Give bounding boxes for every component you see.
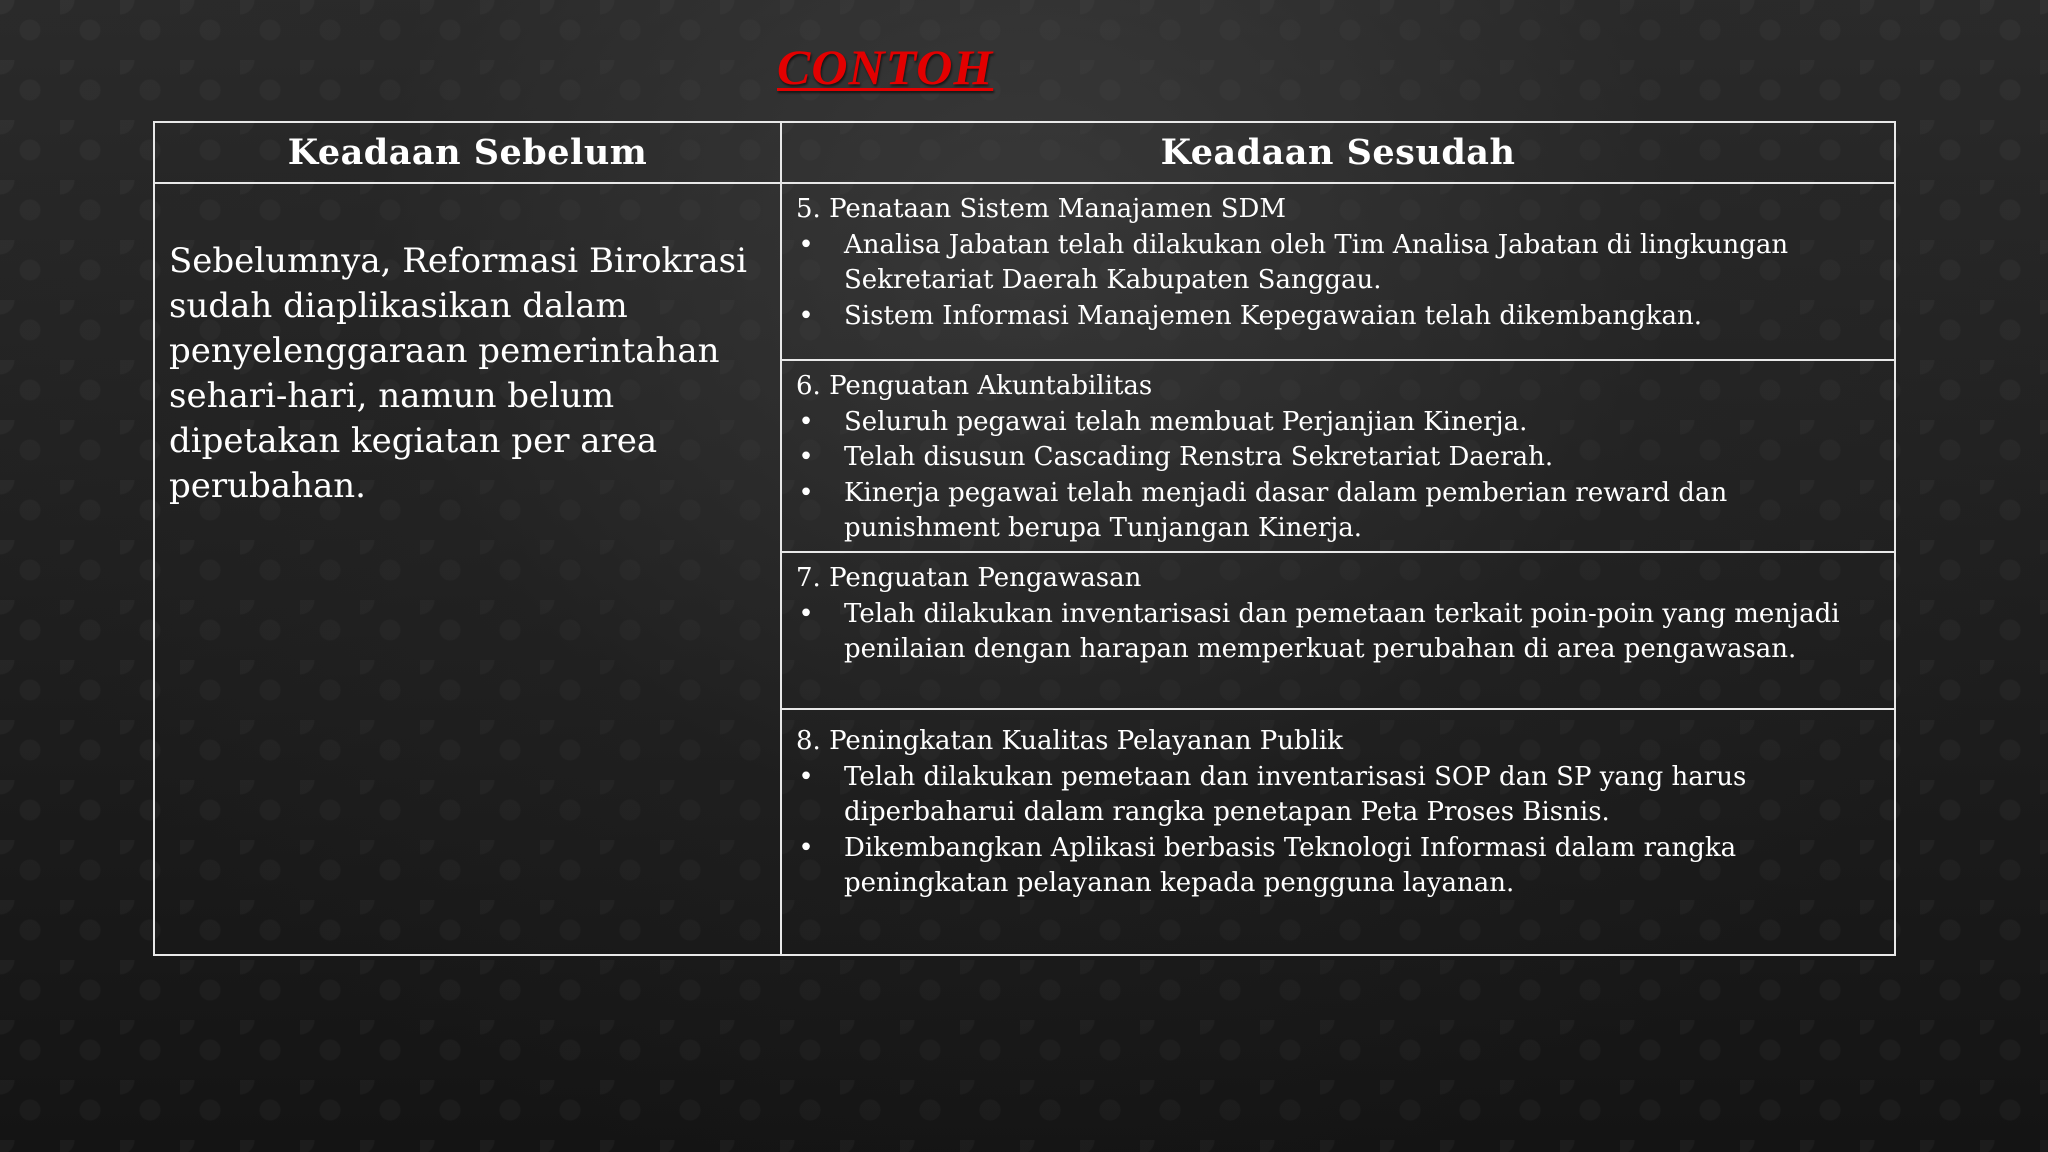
bullet-list [796,597,1880,668]
bullet-icon: • [798,832,814,863]
list-item [796,597,1880,668]
comparison-table [153,121,1896,956]
section-title: 6. Penguatan Akuntabilitas [796,371,1153,401]
list-item [796,760,1880,831]
bullet-text: Seluruh pegawai telah membuat Perjanjian Kinerja. [844,406,1528,437]
table-header-row [154,122,1895,183]
header-before: Keadaan Sebelum [154,122,781,183]
section-akuntabilitas [781,360,1895,552]
bullet-text: Analisa Jabatan telah dilakukan oleh Tim Analisa Jabatan di lingkungan Sekretariat Daerah Kabupaten Sanggau. [844,229,1789,295]
section-sdm [781,183,1895,360]
bullet-text: Sistem Informasi Manajemen Kepegawaian telah dikembangkan. [844,300,1702,331]
section-title: 5. Penataan Sistem Manajamen SDM [796,194,1286,224]
header-after: Keadaan Sesudah [781,122,1895,183]
bullet-list [796,405,1880,547]
bullet-icon: • [798,598,814,629]
list-item [796,405,1880,441]
bullet-text: Telah disusun Cascading Renstra Sekretariat Daerah. [844,442,1554,472]
bullet-icon: • [798,300,814,331]
bullet-icon: • [798,442,814,472]
section-title: 8. Peningkatan Kualitas Pelayanan Publik [796,726,1343,756]
list-item [796,831,1880,902]
before-description: Sebelumnya, Reformasi Birokrasi sudah diaplikasikan dalam penyelenggaraan pemerintahan sehari-hari, namun belum dipetakan kegiatan per area perubahan. [154,183,781,955]
section-title: 7. Penguatan Pengawasan [796,563,1142,593]
bullet-icon: • [798,406,814,437]
bullet-icon: • [798,229,814,260]
table-row [154,183,1895,360]
list-item [796,476,1880,547]
list-item [796,440,1880,476]
bullet-icon: • [798,477,814,508]
list-item [796,228,1880,299]
section-pengawasan [781,552,1895,709]
list-item [796,299,1880,335]
bullet-text: Kinerja pegawai telah menjadi dasar dalam pemberian reward dan punishment berupa Tunjangan Kinerja. [844,477,1728,543]
section-pelayanan-publik [781,709,1895,955]
slide-title: CONTOH [777,39,994,95]
bullet-text: Telah dilakukan pemetaan dan inventarisasi SOP dan SP yang harus diperbaharui dalam rangka penetapan Peta Proses Bisnis. [844,761,1747,827]
bullet-list [796,228,1880,335]
bullet-icon: • [798,761,814,792]
bullet-list [796,760,1880,902]
bullet-text: Telah dilakukan inventarisasi dan pemetaan terkait poin-poin yang menjadi penilaian dengan harapan memperkuat perubahan di area pengawasan. [844,598,1840,664]
bullet-text: Dikembangkan Aplikasi berbasis Teknologi Informasi dalam rangka peningkatan pelayanan kepada pengguna layanan. [844,832,1737,898]
